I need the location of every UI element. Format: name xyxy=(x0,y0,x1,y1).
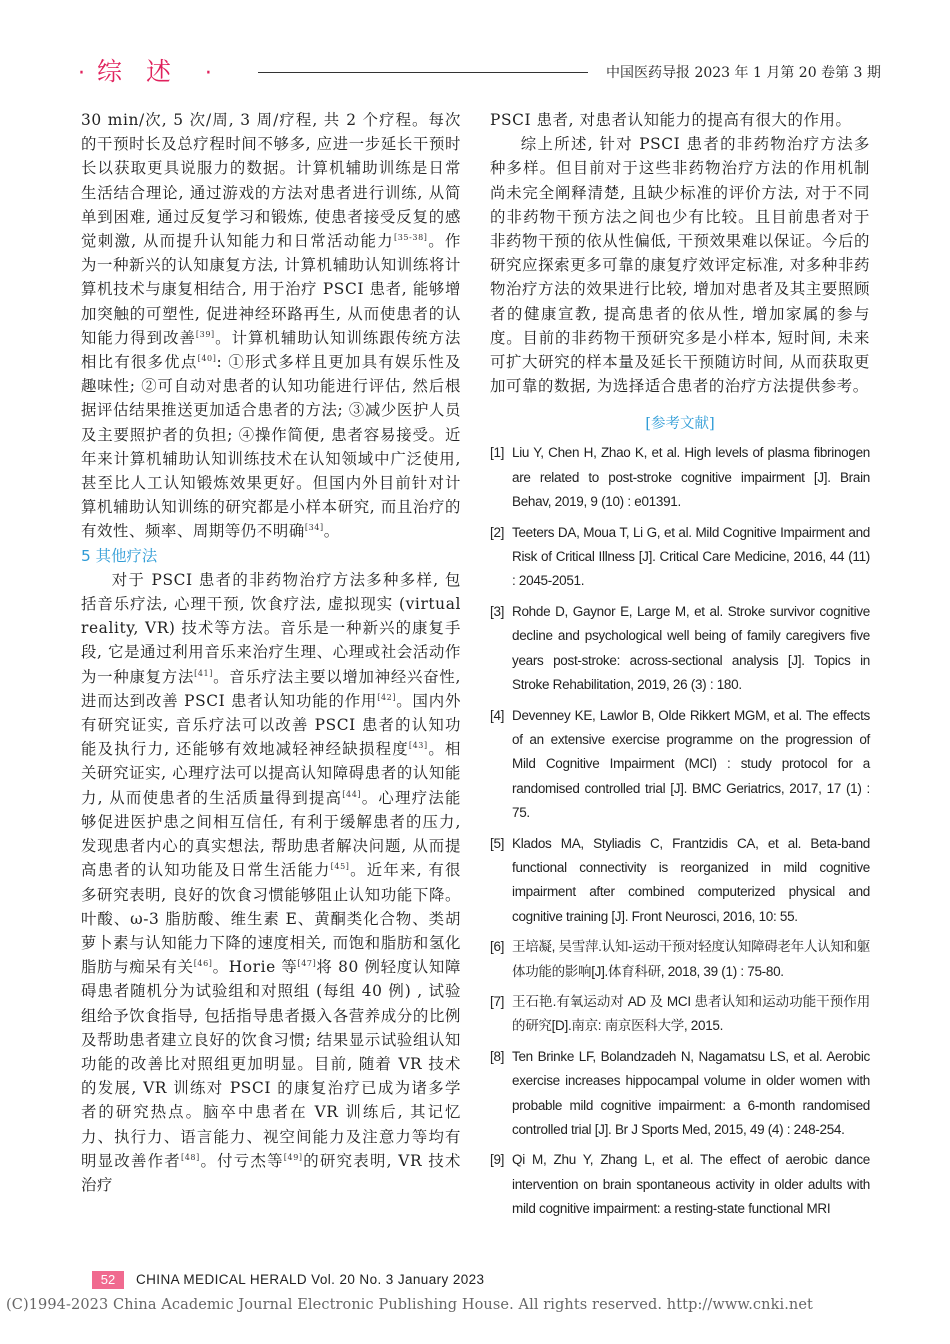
reference-text: Ten Brinke LF, Bolandzadeh N, Nagamatsu LS, et al. Aerobic exercise increases hippocampal volume in older women with probable mild cognitive impairment: a 6-month randomised controlled trial [J]. Br J Sports Med, 2015, 49 (4) : 248-254. xyxy=(512,1048,870,1137)
reference-text: 王培凝, 吴雪萍.认知-运动干预对轻度认知障碍老年人认知和躯体功能的影响[J].体育科研, 2018, 39 (1) : 75-80. xyxy=(512,939,870,979)
reference-list xyxy=(490,441,870,1221)
body-paragraph xyxy=(81,108,461,544)
citation: [41] xyxy=(194,668,213,678)
references-title: [参考文献] xyxy=(645,416,715,433)
text-run: 。近年来, 有很多研究表明, 良好的饮食习惯能够阻止认知功能下降。叶酸、ω-3 脂肪酸、维生素 E、黄酮类化合物、类胡萝卜素与认知能力下降的速度相关, 而饱和脂肪和氢化脂肪与痴呆有关 xyxy=(81,861,461,977)
reference-text: Liu Y, Chen H, Zhao K, et al. High levels of plasma fibrinogen are related to post-stroke cognitive impairment [J]. Brain Behav, 2019, 9 (10) : e01391. xyxy=(512,445,870,510)
reference-item xyxy=(490,600,870,698)
copyright-notice: (C)1994-2023 China Academic Journal Electronic Publishing House. All rights reserved. http://www.cnki.net xyxy=(6,1297,813,1313)
citation: [49] xyxy=(283,1152,303,1162)
journal-info: 中国医药导报 2023 年 1 月第 20 卷第 3 期 xyxy=(606,65,881,81)
reference-item xyxy=(490,521,870,594)
text-run: 30 min/次, 5 次/周, 3 周/疗程, 共 2 个疗程。每次的干预时长及总疗程时间不够多, 应进一步延长干预时长以获取更具说服力的数据。计算机辅助训练是日常生活结合理论, 通过游戏的方法对患者进行训练, 从简单到困难, 通过反复学习和锻炼, 使患者接受反复的感觉刺激, 从而提升认知能力和日常活动能力 xyxy=(81,111,461,251)
reference-item xyxy=(490,1045,870,1143)
reference-text: 王石艳.有氧运动对 AD 及 MCI 患者认知和运动功能干预作用的研究[D].南京: 南京医科大学, 2015. xyxy=(512,993,870,1034)
header-rule xyxy=(258,72,588,73)
page-number: 52 xyxy=(92,1271,124,1289)
reference-item xyxy=(490,990,870,1039)
text-run: 。付亏杰等 xyxy=(199,1151,284,1170)
reference-number: [4] xyxy=(490,707,505,723)
section-label: 综述 xyxy=(96,57,195,86)
citation: [40] xyxy=(197,353,217,363)
reference-text: Klados MA, Styliadis C, Frantzidis CA, et al. Beta-band functional connectivity is reorganized in mild cognitive impairment after combined computerized physical and cognitive training [J]. Front Neurosci, 2016, 10: 55. xyxy=(512,835,870,924)
reference-number: [3] xyxy=(490,603,505,619)
citation: [42] xyxy=(377,692,397,702)
citation: [48] xyxy=(180,1152,200,1162)
reference-number: [9] xyxy=(490,1152,505,1168)
section-dot-left: · xyxy=(78,61,87,86)
text-run: : ①形式多样且更加具有娱乐性及趣味性; ②可自动对患者的认知功能进行评估, 然后根据评估结果推送更加适合患者的方法; ③减少医护人员及主要照护者的负担; ④操作简便, 患者容易接受。近年来计算机辅助认知训练技术在认知领域中广泛使用, 甚至比人工认知锻炼效果更好。但国内外目前针对计算机辅助认知训练的研究都是小样本研究, 而且治疗的有效性、频率、周期等仍不明确 xyxy=(81,353,462,541)
reference-number: [6] xyxy=(490,939,505,955)
reference-text: Teeters DA, Moua T, Li G, et al. Mild Cognitive Impairment and Risk of Critical Illness [J]. Critical Care Medicine, 2016, 44 (11) : 2045-2051. xyxy=(512,524,870,589)
reference-item xyxy=(490,935,870,984)
text-run: 。国内外有研究证实, 音乐疗法可以改善 PSCI 患者的认知功能及执行力, 还能够有效地减轻神经缺损程度 xyxy=(81,691,462,759)
section-dot-right: · xyxy=(204,61,214,86)
body-paragraph xyxy=(81,568,461,1197)
text-run: 的研究表明, VR 技术治疗 xyxy=(81,1151,461,1194)
citation: [35-38] xyxy=(394,232,428,242)
citation: [45] xyxy=(330,862,350,872)
journal-footer: CHINA MEDICAL HERALD Vol. 20 No. 3 January 2023 xyxy=(136,1272,485,1287)
citation: [46] xyxy=(193,958,213,968)
text-run: 。音乐疗法主要以增加神经兴奋性, 进而达到改善 PSCI 患者认知功能的作用 xyxy=(81,667,462,710)
reference-number: [2] xyxy=(490,524,505,540)
reference-item xyxy=(490,704,870,826)
citation: [39] xyxy=(195,329,215,339)
text-run: 。 xyxy=(323,522,340,541)
citation: [43] xyxy=(408,741,428,751)
reference-item xyxy=(490,1148,870,1221)
conclusion-paragraph: 综上所述, 针对 PSCI 患者的非药物治疗方法多种多样。但目前对于这些非药物治疗方法的作用机制尚未完全阐释清楚, 且缺少标准的评价方法, 对于不同的非药物干预方法之间也少有比较。且目前患者对于非药物干预的依从性偏低, 干预效果难以保证。今后的研究应探索更多可靠的康复疗效评定标准, 对多种非药物治疗方法的效果进行比较, 增加对患者及其主要照顾者的健康宣教, 提高患者的依从性, 增加家属的参与度。目前的非药物干预研究多是小样本, 短时间, 未来可扩大研究的样本量及延长干预随访时间, 从而获取更加可靠的数据, 为选择适合患者的治疗方法提供参考。 xyxy=(490,135,870,396)
reference-item xyxy=(490,441,870,514)
reference-text: Rohde D, Gaynor E, Large M, et al. Stroke survivor cognitive decline and psychological well being of family caregivers five years post-stroke: across-sectional analysis [J]. Topics in Stroke Rehabilitation, 2019, 26 (3) : 180. xyxy=(512,603,870,693)
citation: [44] xyxy=(342,789,362,799)
reference-text: Qi M, Zhu Y, Zhang L, et al. The effect of aerobic dance intervention on brain spontaneous activity in older adults with mild cognitive impairment: a resting-state functional MRI xyxy=(512,1152,870,1217)
section-heading: 5 其他疗法 xyxy=(81,546,158,565)
citation: [34] xyxy=(304,523,324,533)
text-run: 将 80 例轻度认知障碍患者随机分为试验组和对照组 (每组 40 例) , 试验组给予饮食指导, 包括指导患者摄入各营养成分的比例及帮助患者建立良好的饮食习惯; 结果显示试验组认知功能的改善比对照组更加明显。目前, 随着 VR 技术的发展, VR 训练对 PSCI 的康复治疗已成为诸多学者的研究热点。脑卒中患者在 VR 训练后, 其记忆力、执行力、语言能力、视空间能力及注意力等均有明显改善作者 xyxy=(81,958,461,1170)
reference-number: [8] xyxy=(490,1048,505,1064)
text-run: 。心理疗法能够促进医护患之间相互信任, 有利于缓解患者的压力, 发现患者内心的真实想法, 帮助患者解决问题, 从而提高患者的认知功能及日常生活能力 xyxy=(81,788,461,880)
left-column xyxy=(81,108,461,1197)
reference-number: [1] xyxy=(490,445,505,461)
text-run: 。相关研究证实, 心理疗法可以提高认知障碍患者的认知能力, 从而使患者的生活质量得到提高 xyxy=(81,740,461,807)
text-run: 。计算机辅助认知训练跟传统方法相比有很多优点 xyxy=(81,328,461,372)
citation: [47] xyxy=(297,958,317,968)
reference-number: [7] xyxy=(490,993,505,1009)
text-run: 。Horie 等 xyxy=(212,958,298,977)
reference-item xyxy=(490,832,870,930)
text-run: 对于 PSCI 患者的非药物治疗方法多种多样, 包括音乐疗法, 心理干预, 饮食疗法, 虚拟现实 (virtual reality, VR) 技术等方法。音乐是一种新兴的康复手段, 它是通过利用音乐来治疗生理、心理或社会活动作为一种康复方法 xyxy=(81,570,461,686)
reference-text: Devenney KE, Lawlor B, Olde Rikkert MGM, et al. The effects of an extensive exercise programme on the progression of Mild Cognitive Impairment (MCI) : study protocol for a randomised controlled trial [J]. BMC Geriatrics, 2017, 17 (1) : 75. xyxy=(512,707,870,821)
page-header xyxy=(0,0,950,110)
section-tag xyxy=(78,52,214,88)
reference-number: [5] xyxy=(490,835,505,851)
right-column xyxy=(490,108,870,1228)
text-run: 。作为一种新兴的认知康复方法, 计算机辅助认知训练将计算机技术与康复相结合, 用于治疗 PSCI 患者, 能够增加突触的可塑性, 促进神经环路再生, 从而使患者的认知能力得到改善 xyxy=(81,232,461,347)
body-paragraph: PSCI 患者, 对患者认知能力的提高有很大的作用。 xyxy=(490,111,852,129)
